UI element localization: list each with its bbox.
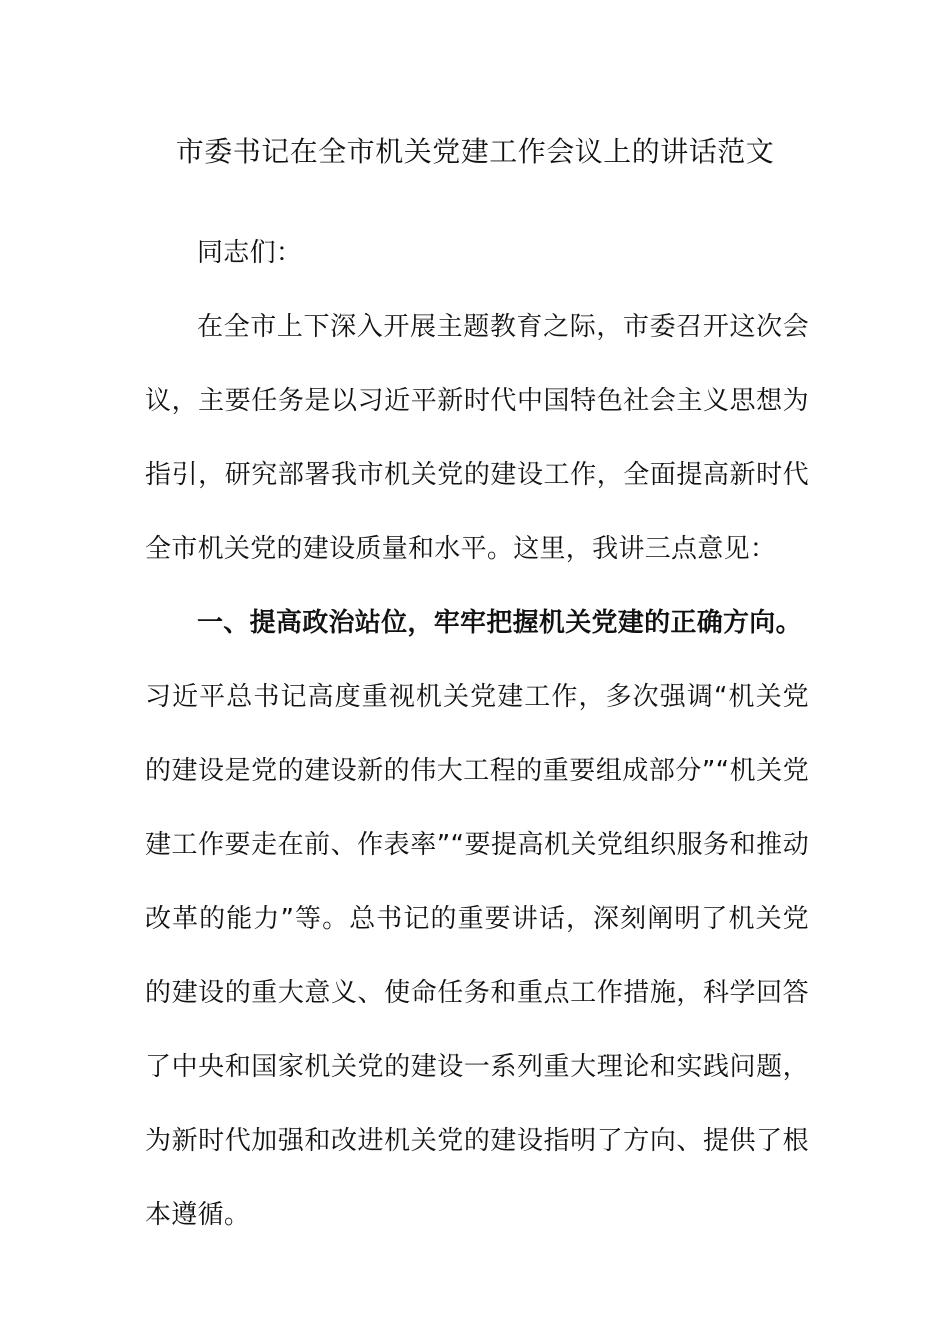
greeting: 同志们： (197, 238, 303, 268)
section-body: 习近平总书记高度重视机关党建工作，多次强调“机关党的建设是党的建设新的伟大工程的重要组成部分”“机关党建工作要走在前、作表率”“要提高机关党组织服务和推动改革的能力”等。总书记的重要讲话，深刻阐明了机关党的建设的重大意义、使命任务和重点工作措施，科学回答了中央和国家机关党的建设一系列重大理论和实践问题，为新时代加强和改进机关党的建设指明了方向、提供了根本遵循。 (145, 682, 809, 1230)
section-heading: 一、提高政治站位，牢牢把握机关党建的正确方向。 (197, 608, 802, 638)
paragraph-intro: 在全市上下深入开展主题教育之际，市委召开这次会议，主要任务是以习近平新时代中国特色社会主义思想为指引，研究部署我市机关党的建设工作，全面提高新时代全市机关党的建设质量和水平。这里，我讲三点意见： (145, 312, 809, 564)
document-title: 市委书记在全市机关党建工作会议上的讲话范文 (175, 135, 775, 168)
paragraph-section-1 (145, 586, 809, 1252)
